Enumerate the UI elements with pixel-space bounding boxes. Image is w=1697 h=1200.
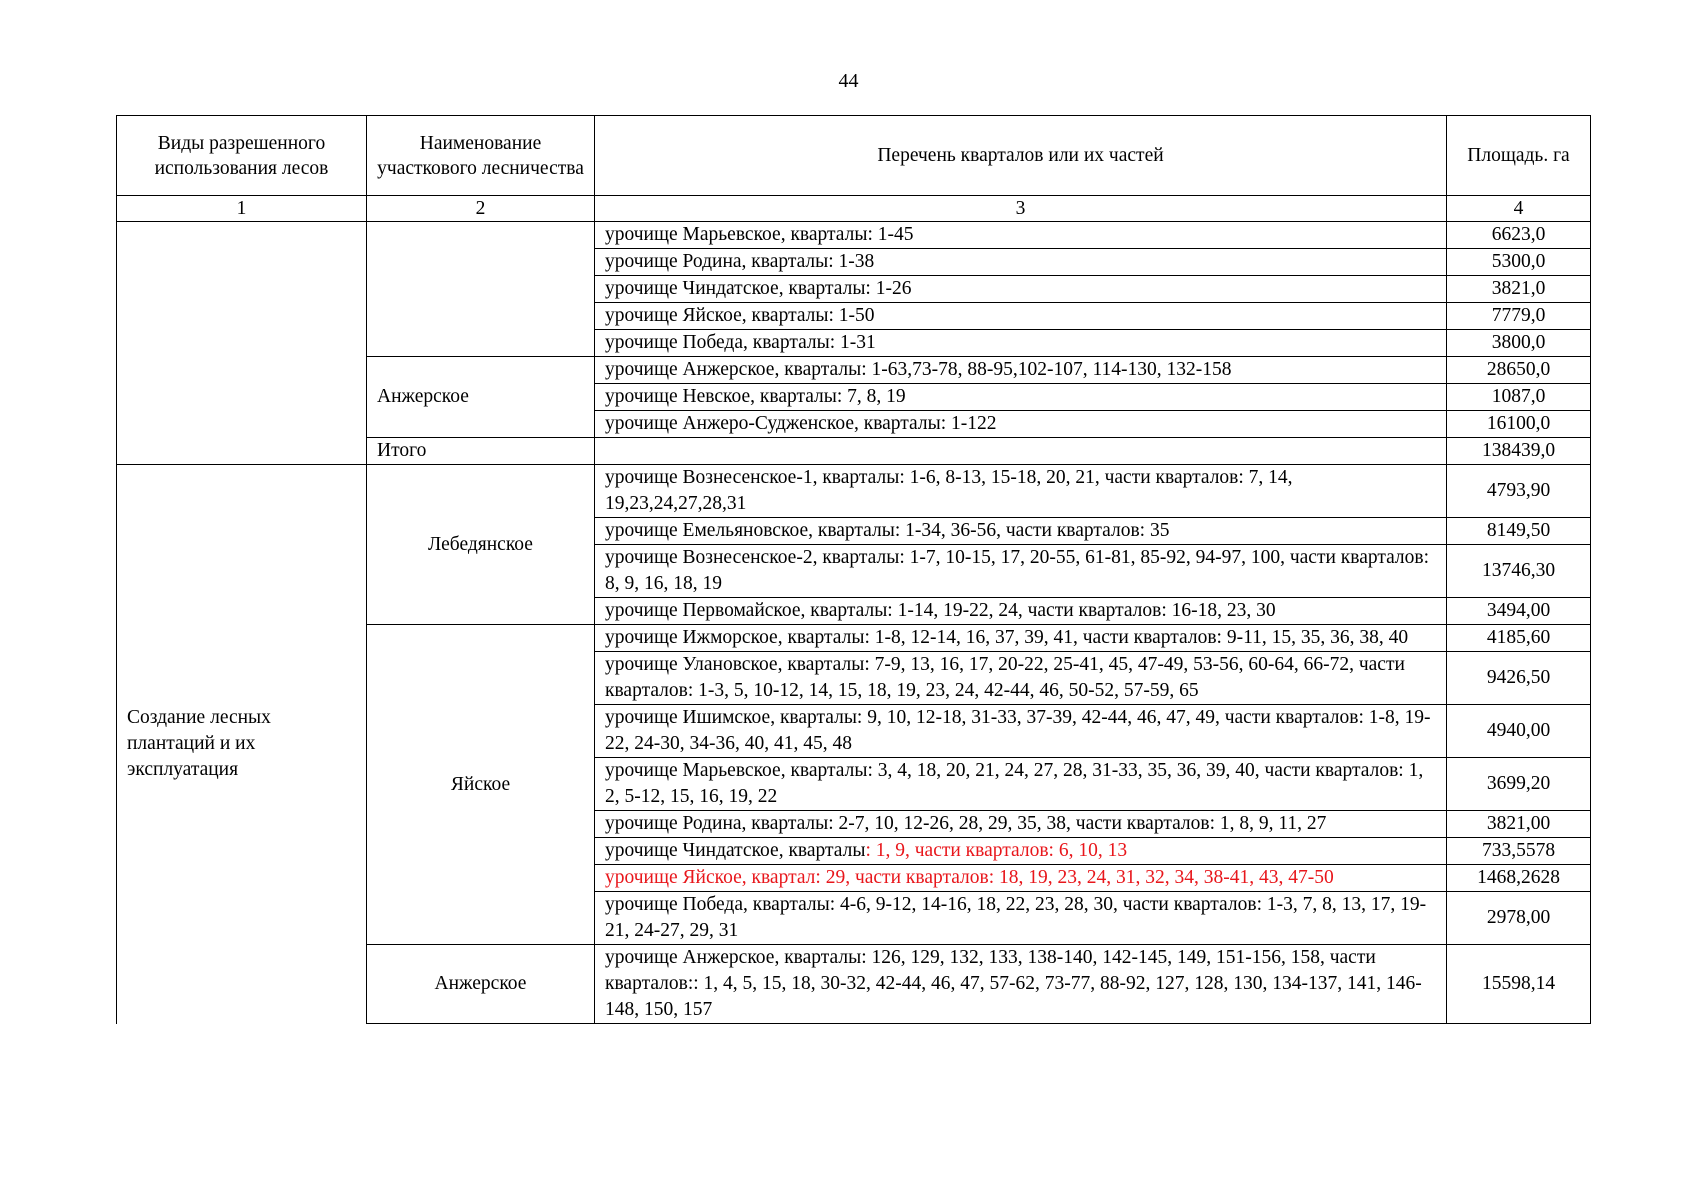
column-number: 1 bbox=[117, 196, 367, 222]
quarters-cell: урочище Марьевское, кварталы: 3, 4, 18, 20, 21, 24, 27, 28, 31-33, 35, 36, 39, 40, части кварталов: 1, 2, 5-12, 15, 16, 19, 22 bbox=[595, 758, 1447, 811]
quarters-cell: урочище Чиндатское, кварталы: 1-26 bbox=[595, 276, 1447, 303]
forestry-cell: Анжерское bbox=[367, 945, 595, 1024]
quarters-cell: урочище Победа, кварталы: 1-31 bbox=[595, 330, 1447, 357]
total-value: 138439,0 bbox=[1447, 438, 1591, 465]
forestry-cell bbox=[367, 222, 595, 357]
quarters-cell: урочище Невское, кварталы: 7, 8, 19 bbox=[595, 384, 1447, 411]
area-cell: 4940,00 bbox=[1447, 705, 1591, 758]
quarters-cell: урочище Анжерское, кварталы: 1-63,73-78, 88-95,102-107, 114-130, 132-158 bbox=[595, 357, 1447, 384]
quarters-cell: урочище Родина, кварталы: 2-7, 10, 12-26, 28, 29, 35, 38, части кварталов: 1, 8, 9, 11, 27 bbox=[595, 811, 1447, 838]
area-cell: 2978,00 bbox=[1447, 892, 1591, 945]
quarters-cell: урочище Вознесенское-2, кварталы: 1-7, 10-15, 17, 20-55, 61-81, 85-92, 94-97, 100, части кварталов: 8, 9, 16, 18, 19 bbox=[595, 545, 1447, 598]
area-cell: 16100,0 bbox=[1447, 411, 1591, 438]
forestry-cell: Анжерское bbox=[367, 357, 595, 438]
area-cell: 13746,30 bbox=[1447, 545, 1591, 598]
column-number: 3 bbox=[595, 196, 1447, 222]
column-number-row bbox=[117, 196, 1591, 222]
quarters-cell: урочище Улановское, кварталы: 7-9, 13, 16, 17, 20-22, 25-41, 45, 47-49, 53-56, 60-64, 66-72, части кварталов: 1-3, 5, 10-12, 14, 15, 18, 19, 23, 24, 42-44, 46, 50-52, 57-59, 65 bbox=[595, 652, 1447, 705]
area-cell: 4185,60 bbox=[1447, 625, 1591, 652]
forestry-cell: Яйское bbox=[367, 625, 595, 945]
quarters-cell: урочище Марьевское, кварталы: 1-45 bbox=[595, 222, 1447, 249]
quarters-cell: урочище Яйское, кварталы: 1-50 bbox=[595, 303, 1447, 330]
quarters-cell: урочище Ижморское, кварталы: 1-8, 12-14, 16, 37, 39, 41, части кварталов: 9-11, 15, 35, 36, 38, 40 bbox=[595, 625, 1447, 652]
area-cell: 3699,20 bbox=[1447, 758, 1591, 811]
area-cell: 4793,90 bbox=[1447, 465, 1591, 518]
page-number: 44 bbox=[838, 70, 859, 92]
area-cell: 3800,0 bbox=[1447, 330, 1591, 357]
area-cell: 3494,00 bbox=[1447, 598, 1591, 625]
quarters-table bbox=[116, 115, 1591, 1024]
table-row bbox=[117, 465, 1591, 518]
quarters-cell: урочище Вознесенское-1, кварталы: 1-6, 8-13, 15-18, 20, 21, части кварталов: 7, 14, 19,23,24,27,28,31 bbox=[595, 465, 1447, 518]
area-cell: 7779,0 bbox=[1447, 303, 1591, 330]
quarters-cell bbox=[595, 438, 1447, 465]
total-label: Итого bbox=[367, 438, 595, 465]
header-use-type: Виды разрешенного использования лесов bbox=[117, 116, 367, 196]
area-cell: 3821,00 bbox=[1447, 811, 1591, 838]
area-cell: 6623,0 bbox=[1447, 222, 1591, 249]
table-row bbox=[117, 222, 1591, 249]
quarters-cell: урочище Победа, кварталы: 4-6, 9-12, 14-16, 18, 22, 23, 28, 30, части кварталов: 1-3, 7, 8, 13, 17, 19-21, 24-27, 29, 31 bbox=[595, 892, 1447, 945]
use-type-cell bbox=[117, 222, 367, 465]
area-cell: 28650,0 bbox=[1447, 357, 1591, 384]
quarters-cell: урочище Первомайское, кварталы: 1-14, 19-22, 24, части кварталов: 16-18, 23, 30 bbox=[595, 598, 1447, 625]
area-cell: 9426,50 bbox=[1447, 652, 1591, 705]
quarters-text: урочище Чиндатское, кварталы bbox=[605, 840, 866, 861]
area-cell: 1087,0 bbox=[1447, 384, 1591, 411]
quarters-cell: урочище Ишимское, кварталы: 9, 10, 12-18, 31-33, 37-39, 42-44, 46, 47, 49, части кварталов: 1-8, 19-22, 24-30, 34-36, 40, 41, 45, 48 bbox=[595, 705, 1447, 758]
quarters-cell: урочище Анжерское, кварталы: 126, 129, 132, 133, 138-140, 142-145, 149, 151-156, 158, части кварталов:: 1, 4, 5, 15, 18, 30-32, 42-44, 46, 47, 57-62, 73-77, 88-92, 127, 128, 130, 134-137, 141, 146-148, 150, 157 bbox=[595, 945, 1447, 1024]
quarters-cell: урочище Анжеро-Судженское, кварталы: 1-122 bbox=[595, 411, 1447, 438]
column-number: 4 bbox=[1447, 196, 1591, 222]
changed-text: урочище Яйское, квартал: 29, части кварталов: 18, 19, 23, 24, 31, 32, 34, 38-41, 43, 47-50 bbox=[595, 865, 1447, 892]
area-cell: 5300,0 bbox=[1447, 249, 1591, 276]
forestry-cell: Лебедянское bbox=[367, 465, 595, 625]
area-cell: 15598,14 bbox=[1447, 945, 1591, 1024]
quarters-cell bbox=[595, 838, 1447, 865]
area-cell: 1468,2628 bbox=[1447, 865, 1591, 892]
header-quarters: Перечень кварталов или их частей bbox=[595, 116, 1447, 196]
table-header-row bbox=[117, 116, 1591, 196]
quarters-cell: урочище Родина, кварталы: 1-38 bbox=[595, 249, 1447, 276]
header-forestry: Наименование участкового лесничества bbox=[367, 116, 595, 196]
area-cell: 733,5578 bbox=[1447, 838, 1591, 865]
area-cell: 3821,0 bbox=[1447, 276, 1591, 303]
changed-text: : 1, 9, части кварталов: 6, 10, 13 bbox=[865, 840, 1128, 861]
column-number: 2 bbox=[367, 196, 595, 222]
quarters-cell: урочище Емельяновское, кварталы: 1-34, 36-56, части кварталов: 35 bbox=[595, 518, 1447, 545]
header-area: Площадь. га bbox=[1447, 116, 1591, 196]
area-cell: 8149,50 bbox=[1447, 518, 1591, 545]
use-type-cell: Создание лесных плантаций и их эксплуатация bbox=[117, 465, 367, 1024]
